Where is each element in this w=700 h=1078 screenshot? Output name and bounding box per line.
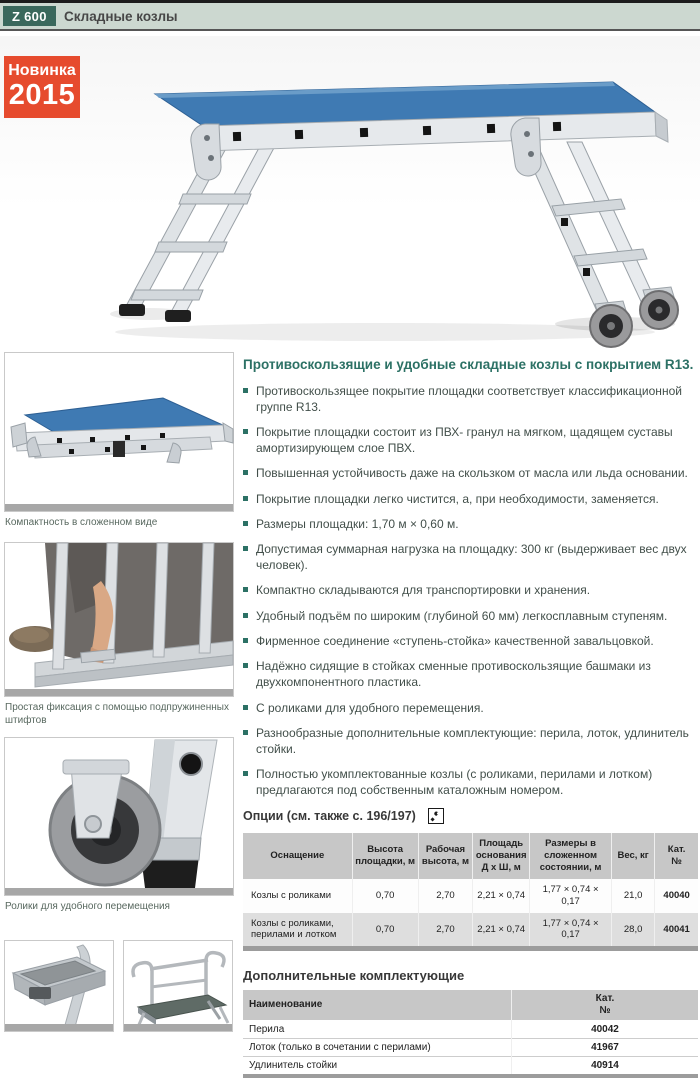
figure-caster-roller: [4, 737, 234, 896]
page-header: [0, 0, 700, 31]
options-heading: Опции (см. также с. 196/197): [243, 809, 416, 824]
column-header: Кат. №: [655, 833, 698, 879]
feature-text: Покрытие площадки легко чистится, а, при необходимости, заменяется.: [256, 491, 659, 506]
feature-item: [243, 542, 698, 574]
bullet-square-icon: [243, 638, 256, 650]
table-cell: 28,0: [612, 913, 655, 949]
feature-text: Размеры площадки: 1,70 м × 0,60 м.: [256, 516, 459, 531]
table-cell: Удлинитель стойки: [243, 1057, 511, 1077]
accessories-heading: Дополнительные комплектующие: [243, 968, 465, 984]
options-table-body: [243, 879, 698, 949]
table-row: [243, 879, 698, 913]
table-cell: 41967: [511, 1039, 698, 1057]
table-cell: 0,70: [352, 913, 418, 949]
feature-text: Полностью укомплектованные козлы (с роликами, перилами и лотком) предлагаются под собственным каталожным номером.: [256, 767, 653, 797]
figure-tray-accessory: [4, 940, 114, 1032]
feature-item: [243, 384, 698, 416]
feature-text: Фирменное соединение «ступень-стойка» качественной завальцовкой.: [256, 634, 654, 649]
column-header: Оснащение: [243, 833, 352, 879]
figure-footer-bar: [5, 1024, 113, 1031]
badge-line1: Новинка: [8, 62, 76, 79]
feature-item: [243, 767, 698, 799]
figure-caption: Ролики для удобного перемещения: [5, 901, 170, 912]
feature-text: Удобный подъём по широким (глубиной 60 мм) легкосплавным ступеням.: [256, 608, 668, 623]
bullet-square-icon: [243, 429, 256, 457]
feature-item: [243, 609, 698, 625]
configurator-tools-icon: [428, 808, 444, 824]
product-code: Z 600: [12, 8, 47, 24]
table-cell: Козлы с роликами, перилами и лотком: [243, 913, 352, 949]
table-cell: 1,77 × 0,74 × 0,17: [530, 879, 612, 913]
accessories-table-body: [243, 1021, 698, 1077]
options-heading-row: [243, 808, 698, 824]
roller-illustration: [5, 738, 233, 895]
column-header: Наименование: [243, 990, 511, 1021]
bullet-square-icon: [243, 613, 256, 625]
feature-text: Надёжно сидящие в стойках сменные противоскользящие башмаки из двухкомпонентного пластика.: [256, 659, 651, 690]
table-cell: 2,70: [418, 879, 473, 913]
folded-trestle-illustration: [5, 353, 233, 511]
product-details: [243, 352, 698, 1078]
figure-folded-trestle: [4, 352, 234, 512]
table-row: [243, 913, 698, 949]
accessories-table: [243, 990, 698, 1078]
accessory-figures-row: [4, 940, 234, 1032]
figure-footer-bar: [124, 1024, 232, 1031]
bullet-square-icon: [243, 663, 256, 691]
table-cell: 40040: [663, 889, 690, 901]
feature-item: [243, 517, 698, 533]
table-row: [243, 1021, 698, 1039]
feature-text: Допустимая суммарная нагрузка на площадку: 300 кг (выдерживает вес двух человек).: [256, 542, 687, 573]
figure-caption: Компактность в сложенном виде: [5, 517, 158, 528]
column-header: Кат. №: [511, 990, 698, 1021]
bullet-square-icon: [243, 470, 256, 482]
feature-text: Разнообразные дополнительные комплектующие: перила, лоток, удлинитель стойки.: [256, 725, 689, 756]
bullet-square-icon: [243, 496, 256, 508]
feature-text: Противоскользящее покрытие площадки соответствует классификационной группе R13.: [256, 384, 682, 414]
feature-item: [243, 583, 698, 599]
figure-footer-bar: [5, 689, 233, 696]
table-cell: 2,21 × 0,74: [473, 913, 530, 949]
bullet-square-icon: [243, 521, 256, 533]
figure-footer-bar: [5, 888, 233, 895]
hero-product-image: [0, 36, 700, 348]
product-heading: Противоскользящие и удобные складные козлы с покрытием R13.: [243, 357, 694, 372]
table-cell: Лоток (только в сочетании с перилами): [243, 1039, 511, 1057]
column-header: Высота площадки, м: [352, 833, 418, 879]
table-cell: 21,0: [612, 879, 655, 913]
bullet-square-icon: [243, 705, 256, 717]
bullet-square-icon: [243, 587, 256, 599]
column-header: Вес, кг: [612, 833, 655, 879]
table-row: [243, 1039, 698, 1057]
table-cell: Козлы с роликами: [243, 879, 352, 913]
figure-caption: Простая фиксация с помощью подпружиненных штифтов: [5, 702, 229, 726]
column-header: Площадь основания Д х Ш, м: [473, 833, 530, 879]
feature-item: [243, 634, 698, 650]
bullet-square-icon: [243, 546, 256, 574]
feature-text: Компактно складываются для транспортировки и хранения.: [256, 583, 591, 598]
bullet-square-icon: [243, 388, 256, 416]
options-table: [243, 833, 698, 951]
accessories-table-head: [243, 990, 698, 1021]
figure-spring-pin-fixation: [4, 542, 234, 697]
table-cell: 0,70: [352, 879, 418, 913]
railing-illustration: [124, 941, 232, 1031]
fixation-illustration: [5, 543, 233, 696]
page-title: Складные козлы: [64, 8, 178, 24]
feature-text: С роликами для удобного перемещения.: [256, 700, 484, 715]
options-header-row: [243, 833, 698, 879]
column-header: Размеры в сложенном состоянии, м: [530, 833, 612, 879]
new-2015-badge: [4, 56, 80, 118]
feature-item: [243, 492, 698, 508]
sidebar-figures: [4, 352, 234, 1032]
trestle-illustration: [55, 46, 685, 346]
accessories-header-row: [243, 990, 698, 1021]
options-table-head: [243, 833, 698, 879]
product-code-badge: [3, 6, 56, 26]
table-cell: 40042: [511, 1021, 698, 1039]
feature-item: [243, 701, 698, 717]
table-cell: 1,77 × 0,74 × 0,17: [530, 913, 612, 949]
table-row: [243, 1057, 698, 1077]
bullet-square-icon: [243, 771, 256, 799]
table-cell: 40041: [663, 923, 690, 935]
feature-text: Повышенная устойчивость даже на скользком от масла или льда основании.: [256, 466, 688, 481]
table-cell: 40914: [511, 1057, 698, 1077]
table-cell: Перила: [243, 1021, 511, 1039]
table-cell: 2,21 × 0,74: [473, 879, 530, 913]
figure-railing-accessory: [123, 940, 233, 1032]
table-cell: 2,70: [418, 913, 473, 949]
tray-illustration: [5, 941, 113, 1031]
column-header: Рабочая высота, м: [418, 833, 473, 879]
feature-item: [243, 659, 698, 691]
badge-line2: 2015: [8, 78, 76, 111]
feature-item: [243, 425, 698, 457]
feature-list: [243, 384, 698, 799]
figure-footer-bar: [5, 504, 233, 511]
feature-text: Покрытие площадки состоит из ПВХ- гранул на мягком, щадящем суставы амортизирующем слое ПВХ.: [256, 425, 673, 455]
bullet-square-icon: [243, 730, 256, 758]
feature-item: [243, 726, 698, 758]
feature-item: [243, 466, 698, 482]
